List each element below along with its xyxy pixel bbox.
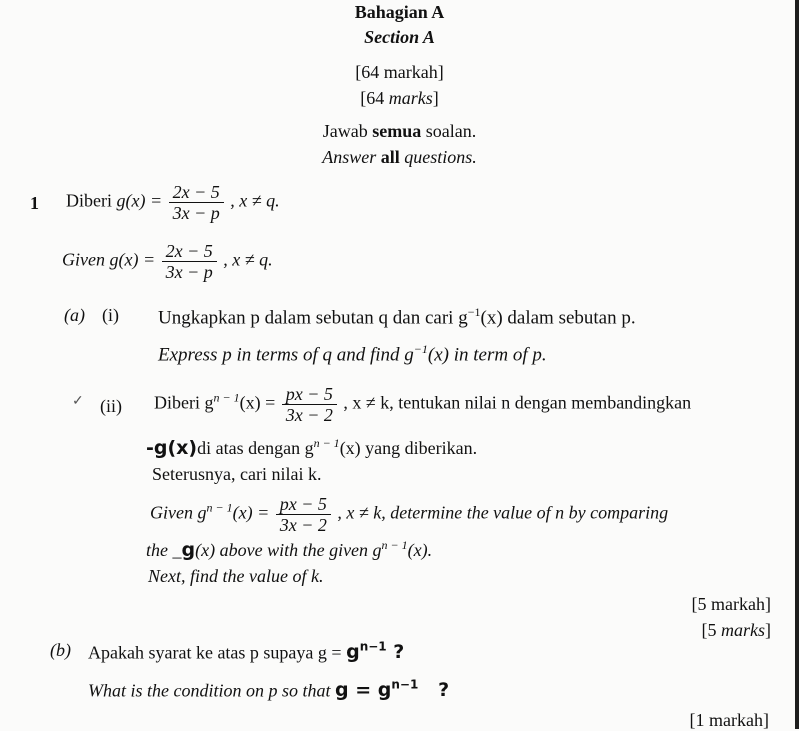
page-edge <box>795 0 799 729</box>
part-a-ii-ms: Diberi $g^{n - 1}(x)$ = $\frac{px - 5}{3x - 2}$ , x ≠ k, tentukan nilai n dengan membandingkan <box>154 384 692 425</box>
g-fraction: $\frac{2x - 5}{3x - p}$ <box>169 182 224 223</box>
total-marks-en: [64 marks] <box>360 88 439 108</box>
part-b-label: (b) <box>50 640 71 660</box>
part-a-ii-ms-line3: Seterusnya, cari nilai k. <box>152 464 322 484</box>
part-b-en: What is the condition on p so that $g = g^{n-1}$ ? <box>88 678 450 702</box>
part-a-ii-label: (ii) <box>100 396 122 416</box>
check-mark: ✓ <box>72 394 84 409</box>
part-a-i-en: Express p in terms of q and find $g^{-1}(x)$ in term of p. <box>158 342 547 366</box>
gn-fraction: $\frac{px - 5}{3x - 2}$ <box>282 384 337 425</box>
part-a-ii-en-line3: Next, find the value of k. <box>148 566 324 586</box>
part-a-ii-ms-line2: -g(x)di atas dengan $g^{n - 1}(x)$ yang diberikan. <box>146 436 478 459</box>
instruction-en: Answer all questions. <box>322 147 477 167</box>
handwritten-gn1: $g^{n-1}$ ? <box>346 640 405 664</box>
given-function-ms: Diberi g(x) = $\frac{2x - 5}{3x - p}$ , x ≠ q. <box>66 182 280 223</box>
part-a-i-ms: Ungkapkan p dalam sebutan q dan cari $g^{-1}(x)$ dalam sebutan p. <box>158 305 636 329</box>
handwritten-g: g <box>181 539 196 561</box>
part-b-marks-ms: [1 markah] <box>689 710 769 730</box>
section-title-en: Section A <box>364 27 435 47</box>
part-a-marks-en: [5 marks] <box>701 620 771 640</box>
part-a-marks-ms: [5 markah] <box>691 594 771 614</box>
handwritten-gx: -g(x) <box>146 437 198 459</box>
given-function-en: Given g(x) = $\frac{2x - 5}{3x - p}$ , x ≠ q. <box>62 241 273 282</box>
section-title-ms: Bahagian A <box>354 2 445 22</box>
part-b-ms: Apakah syarat ke atas p supaya $g = g^{n-1}$ ? <box>88 640 405 664</box>
part-a-ii-en-line2: the _g(x) above with the given $g^{n - 1}(x)$. <box>146 538 433 561</box>
handwritten-condition: $g = g^{n-1}$ ? <box>335 678 450 702</box>
part-a-ii-en: Given $g^{n - 1}(x)$ = $\frac{px - 5}{3x - 2}$ , x ≠ k, determine the value of n by comparing <box>150 494 669 535</box>
question-number: 1 <box>30 193 39 213</box>
instruction-ms: Jawab semua soalan. <box>322 121 477 141</box>
part-a-i-label: (i) <box>102 305 119 325</box>
total-marks-ms: [64 markah] <box>355 62 444 82</box>
part-a-label: (a) <box>64 305 85 325</box>
